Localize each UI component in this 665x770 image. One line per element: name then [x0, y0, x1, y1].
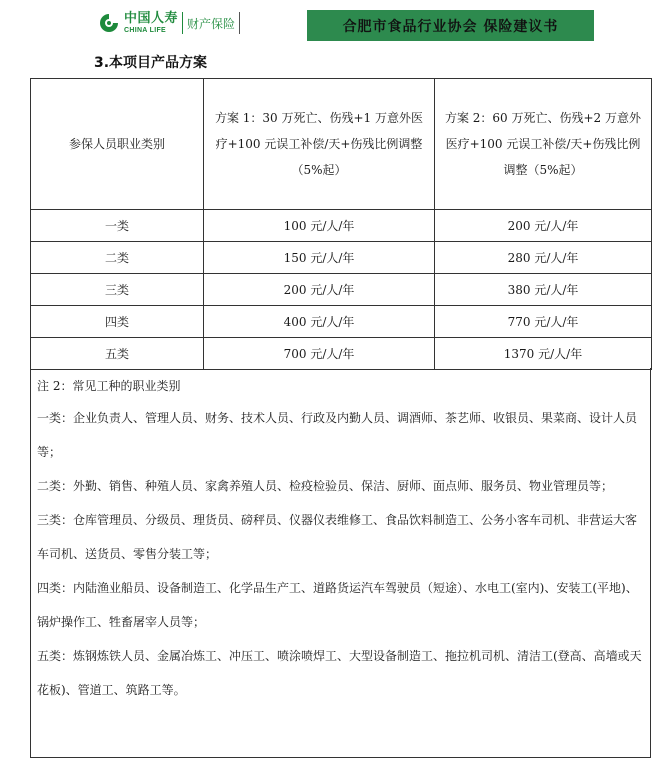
header-plan-1: 方案 1：30 万死亡、伤残+1 万意外医疗+100 元误工补偿/天+伤残比例调整（5%起）	[204, 79, 435, 210]
china-life-logo-icon	[98, 12, 120, 34]
cell-plan2-price: 1370 元/人/年	[435, 338, 652, 370]
cell-category: 三类	[31, 274, 204, 306]
notes-class-4: 四类：内陆渔业船员、设备制造工、化学品生产工、道路货运汽车驾驶员（短途）、水电工(室内)、安装工(平地)、锅炉操作工、牲畜屠宰人员等；	[37, 581, 638, 629]
logo-english-name: CHINA LIFE	[124, 27, 167, 34]
cell-plan1-price: 150 元/人/年	[204, 242, 435, 274]
logo-divider	[182, 12, 183, 34]
product-plan-table	[30, 78, 652, 370]
notes-class-3: 三类：仓库管理员、分级员、理货员、磅秤员、仪器仪表维修工、食品饮料制造工、公务小客车司机、非营运大客车司机、送货员、零售分装工等；	[37, 513, 638, 561]
table-row	[31, 242, 652, 274]
occupation-notes	[30, 368, 651, 758]
table-row	[31, 274, 652, 306]
notes-title: 注 2：常见工种的职业类别	[37, 379, 181, 393]
cell-category: 四类	[31, 306, 204, 338]
cell-category: 五类	[31, 338, 204, 370]
table-header-row	[31, 79, 652, 210]
cell-plan1-price: 400 元/人/年	[204, 306, 435, 338]
proposal-banner: 合肥市食品行业协会 保险建议书	[307, 10, 594, 41]
notes-class-5: 五类：炼钢炼铁人员、金属冶炼工、冲压工、喷涂喷焊工、大型设备制造工、拖拉机司机、清洁工(登高、高墙或天花板)、管道工、筑路工等。	[37, 649, 642, 697]
china-life-logo	[98, 8, 240, 38]
logo-text	[124, 12, 178, 34]
cell-plan1-price: 100 元/人/年	[204, 210, 435, 242]
cell-plan1-price: 700 元/人/年	[204, 338, 435, 370]
cell-plan2-price: 200 元/人/年	[435, 210, 652, 242]
cell-category: 二类	[31, 242, 204, 274]
cell-plan2-price: 280 元/人/年	[435, 242, 652, 274]
cell-plan1-price: 200 元/人/年	[204, 274, 435, 306]
header-occupation-class: 参保人员职业类别	[31, 79, 204, 210]
logo-chinese-name: 中国人寿	[124, 11, 179, 26]
logo-divider-right	[239, 12, 240, 34]
cell-plan2-price: 770 元/人/年	[435, 306, 652, 338]
table-row	[31, 306, 652, 338]
cell-plan2-price: 380 元/人/年	[435, 274, 652, 306]
header-plan-2: 方案 2：60 万死亡、伤残+2 万意外医疗+100 元误工补偿/天+伤残比例调整（5%起）	[435, 79, 652, 210]
table-row	[31, 338, 652, 370]
notes-class-1: 一类：企业负责人、管理人员、财务、技术人员、行政及内勤人员、调酒师、茶艺师、收银员、果菜商、设计人员等；	[37, 411, 638, 459]
section-title: 3.本项目产品方案	[94, 55, 208, 71]
cell-category: 一类	[31, 210, 204, 242]
notes-class-2: 二类：外勤、销售、种殖人员、家禽养殖人员、检疫检验员、保洁、厨师、面点师、服务员、物业管理员等；	[37, 479, 614, 493]
logo-subtitle: 财产保险	[187, 16, 236, 31]
table-row	[31, 210, 652, 242]
